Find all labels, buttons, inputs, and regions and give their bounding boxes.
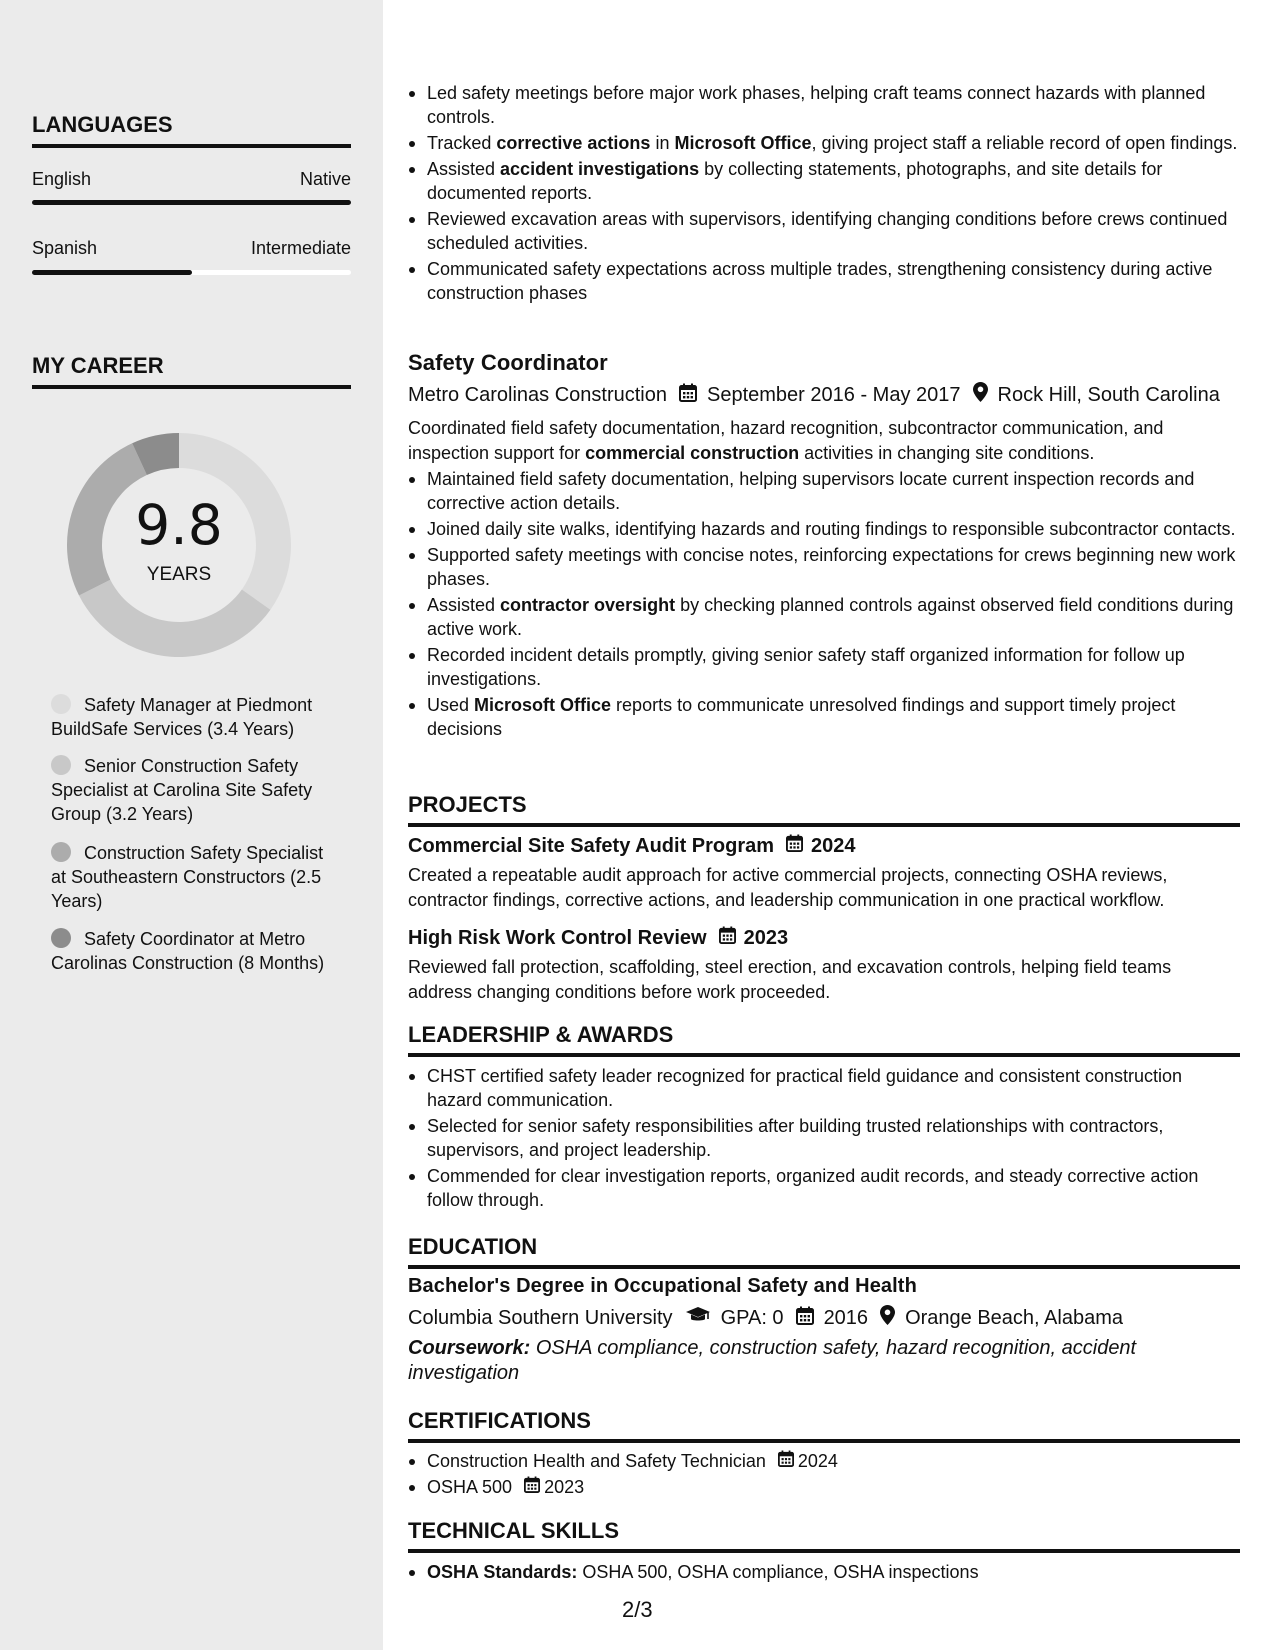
project-name: Commercial Site Safety Audit Program <box>408 834 775 857</box>
skill-value: OSHA 500, OSHA compliance, OSHA inspections <box>582 1562 979 1582</box>
calendar-icon <box>679 383 697 408</box>
projects-heading: PROJECTS <box>408 792 1240 827</box>
education-meta <box>408 1305 1123 1331</box>
career-heading: MY CAREER <box>32 353 351 389</box>
list-item <box>408 1449 1240 1473</box>
list-item <box>408 1560 1240 1584</box>
certification-name: OSHA 500 <box>427 1477 513 1497</box>
project-year: 2024 <box>811 834 856 857</box>
list-item: CHST certified safety leader recognized for practical field guidance and consistent construction hazard communication. <box>408 1064 1240 1112</box>
career-legend-item <box>51 754 341 826</box>
calendar-icon <box>719 926 736 950</box>
calendar-icon <box>796 1306 814 1331</box>
career-donut-chart <box>64 430 294 660</box>
list-item: Communicated safety expectations across multiple trades, strengthening consistency during active construction phases <box>408 257 1240 305</box>
list-item: Joined daily site walks, identifying hazards and routing findings to responsible subcontractor contacts. <box>408 517 1240 541</box>
legend-label: Construction Safety Specialist at Southeastern Constructors (2.5 Years) <box>51 843 324 911</box>
technical-skills-list <box>408 1560 1240 1586</box>
legend-label: Safety Coordinator at Metro Carolinas Construction (8 Months) <box>51 929 325 973</box>
legend-dot-icon <box>51 928 71 948</box>
list-item: Maintained field safety documentation, helping supervisors locate current inspection records and corrective action details. <box>408 467 1240 515</box>
career-legend-item <box>51 693 341 741</box>
legend-dot-icon <box>51 694 71 714</box>
list-item <box>408 1475 1240 1499</box>
project-year: 2023 <box>743 926 789 949</box>
legend-dot-icon <box>51 755 71 775</box>
main-content <box>408 0 1240 1650</box>
list-item: Reviewed excavation areas with supervisors, identifying changing conditions before crews continued scheduled activities. <box>408 207 1240 255</box>
technical-skills-heading: TECHNICAL SKILLS <box>408 1518 1240 1553</box>
list-item: Selected for senior safety responsibilities after building trusted relationships with contractors, supervisors, and project leadership. <box>408 1114 1240 1162</box>
language-proficiency-fill <box>32 200 351 205</box>
skill-label: OSHA Standards: <box>427 1562 578 1582</box>
job-summary: Coordinated field safety documentation, hazard recognition, subcontractor communication, and inspection support for commercial construction activities in changing site conditions. <box>408 418 1164 463</box>
language-name: English <box>32 169 92 189</box>
language-level: Intermediate <box>250 238 351 258</box>
certification-year: 2023 <box>544 1477 585 1497</box>
project-title <box>408 834 856 858</box>
career-legend-item <box>51 927 341 975</box>
certification-year: 2024 <box>797 1451 838 1471</box>
project-name: High Risk Work Control Review <box>408 926 707 949</box>
language-name: Spanish <box>32 238 98 258</box>
coursework-label: Coursework: <box>408 1337 531 1359</box>
sidebar <box>0 0 383 1650</box>
list-item: Assisted accident investigations by collecting statements, photographs, and site details for documented reports. <box>408 157 1240 205</box>
education-heading: EDUCATION <box>408 1234 1240 1269</box>
coursework <box>408 1336 1240 1386</box>
language-row-english <box>32 169 351 190</box>
leadership-bullets <box>408 1064 1240 1214</box>
language-proficiency-bar <box>32 200 351 205</box>
previous-job-bullets <box>408 81 1240 307</box>
calendar-icon <box>786 834 803 858</box>
legend-label: Senior Construction Safety Specialist at Carolina Site Safety Group (3.2 Years) <box>51 756 313 824</box>
donut-segment-2 <box>79 580 270 657</box>
languages-heading: LANGUAGES <box>32 112 351 148</box>
list-item: Commended for clear investigation reports, organized audit records, and steady corrective action follow through. <box>408 1164 1240 1212</box>
certifications-heading: CERTIFICATIONS <box>408 1408 1240 1443</box>
language-row-spanish <box>32 238 351 259</box>
list-item: Supported safety meetings with concise notes, reinforcing expectations for crews beginning new work phases. <box>408 543 1240 591</box>
calendar-icon <box>778 1449 794 1473</box>
language-proficiency-fill <box>32 270 192 275</box>
list-item: Assisted contractor oversight by checking planned controls against observed field conditions during active work. <box>408 593 1240 641</box>
job-location: Rock Hill, South Carolina <box>997 383 1220 406</box>
project-title <box>408 926 788 950</box>
certification-name: Construction Health and Safety Technician <box>427 1451 766 1471</box>
project-description: Reviewed fall protection, scaffolding, steel erection, and excavation controls, helping field teams address changing conditions before work proceeded. <box>408 957 1172 1002</box>
list-item: Recorded incident details promptly, giving senior safety staff organized information for follow up investigations. <box>408 643 1240 691</box>
job-meta <box>408 382 1220 408</box>
job-bullets <box>408 467 1240 743</box>
gpa: GPA: 0 <box>720 1306 784 1329</box>
legend-label: Safety Manager at Piedmont BuildSafe Services (3.4 Years) <box>51 695 313 739</box>
degree-title: Bachelor's Degree in Occupational Safety and Health <box>408 1275 917 1297</box>
coursework-text: OSHA compliance, construction safety, hazard recognition, accident investigation <box>408 1337 1137 1384</box>
list-item: Led safety meetings before major work phases, helping craft teams connect hazards with planned controls. <box>408 81 1240 129</box>
graduation-cap-icon <box>685 1306 711 1330</box>
list-item: Used Microsoft Office reports to communicate unresolved findings and support timely project decisions <box>408 693 1240 741</box>
leadership-heading: LEADERSHIP & AWARDS <box>408 1022 1240 1057</box>
page-number: 2/3 <box>622 1597 653 1622</box>
map-pin-icon <box>973 382 988 408</box>
school-location: Orange Beach, Alabama <box>905 1306 1123 1329</box>
project-description: Created a repeatable audit approach for active commercial projects, connecting OSHA reviews, contractor findings, corrective actions, and leadership communication in one practical workflow. <box>408 865 1168 910</box>
career-legend-item <box>51 841 341 913</box>
list-item: Tracked corrective actions in Microsoft Office, giving project staff a reliable record of open findings. <box>408 131 1240 155</box>
job-dates: September 2016 - May 2017 <box>707 383 961 406</box>
career-total-value: 9.8 <box>135 493 223 557</box>
job-company: Metro Carolinas Construction <box>408 383 667 406</box>
career-total-unit: YEARS <box>146 564 212 585</box>
language-level: Native <box>299 169 351 189</box>
legend-dot-icon <box>51 842 71 862</box>
calendar-icon <box>524 1475 540 1499</box>
graduation-year: 2016 <box>823 1306 869 1329</box>
job-title: Safety Coordinator <box>408 350 608 375</box>
map-pin-icon <box>880 1305 895 1331</box>
certifications-list <box>408 1449 1240 1501</box>
language-proficiency-bar <box>32 270 351 275</box>
school-name: Columbia Southern University <box>408 1306 673 1329</box>
